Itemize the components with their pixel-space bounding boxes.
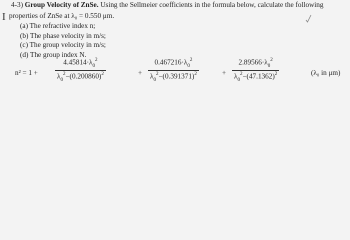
term-1-denominator: $\lambda_0^2-(0.200860)^2$ bbox=[57, 71, 104, 83]
term-1-numerator: $4.45814\cdot\lambda_0^2$ bbox=[63, 58, 98, 69]
sellmeier-term-3 bbox=[232, 58, 279, 83]
plus-sign: + bbox=[222, 69, 227, 77]
question-part-a: (a) The refractive index n; bbox=[20, 22, 96, 30]
sellmeier-term-1 bbox=[55, 58, 106, 83]
formula-lhs: n² = 1 + bbox=[15, 69, 38, 77]
question-part-b: (b) The phase velocity in m/s; bbox=[20, 31, 106, 40]
problem-number: 4-3) bbox=[11, 1, 23, 9]
term-2-numerator: $0.467216\cdot\lambda_0^2$ bbox=[154, 58, 193, 69]
problem-page bbox=[0, 0, 350, 115]
question-parts-list bbox=[20, 22, 106, 60]
problem-heading: Group Velocity of ZnSe. bbox=[24, 1, 99, 9]
problem-title bbox=[11, 1, 323, 9]
text-cursor-icon: I bbox=[2, 11, 6, 23]
question-part-d: (d) The group index N. bbox=[20, 50, 87, 59]
term-3-numerator: $2.89566\cdot\lambda_0^2$ bbox=[238, 58, 273, 69]
sellmeier-term-2 bbox=[148, 58, 199, 83]
question-part-c: (c) The group velocity in m/s; bbox=[20, 41, 106, 50]
problem-intro: Using the Sellmeier coefficients in the formula below, calculate the following bbox=[100, 1, 324, 9]
problem-intro-continued: properties of ZnSe at λ₀ = 0.550 μm. bbox=[9, 12, 115, 20]
check-mark-icon bbox=[305, 14, 312, 23]
term-3-denominator: $\lambda_0^2-(47.1362)^2$ bbox=[234, 71, 278, 83]
plus-sign: + bbox=[138, 69, 143, 77]
term-2-denominator: $\lambda_0^2-(0.391371)^2$ bbox=[150, 71, 197, 83]
sellmeier-formula bbox=[0, 58, 350, 94]
unit-note: (λ₀ in μm) bbox=[311, 69, 341, 77]
